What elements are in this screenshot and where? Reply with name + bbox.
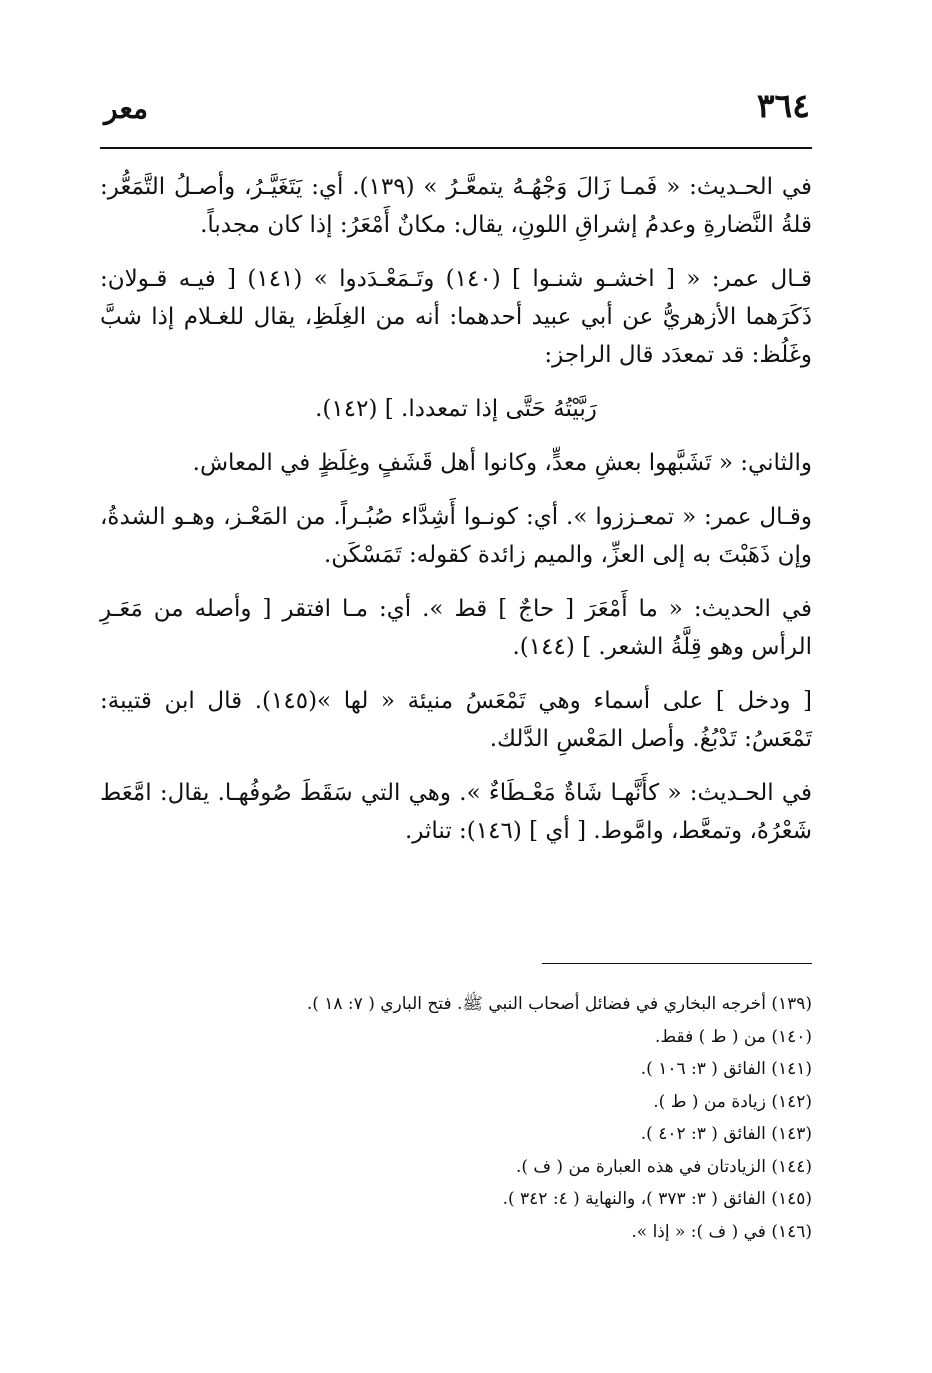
footnote: (١٣٩) أخرجه البخاري في فضائل أصحاب النبي ﷺ. فتح الباري ( ٧: ١٨ ). [306,994,812,1014]
paragraph: في الحديث: « ما أَمْعَرَ [ حاجٌ ] قط ». أي: مـا افتقر [ وأصله من مَعَـرِ الرأس وهو قِلَّةُ الشعر. ] (١٤٤). [100,596,812,660]
footnote-rule [542,963,812,964]
footnote: (١٤٢) زيادة من ( ط ). [653,1091,812,1112]
footnote: (١٤٠) من ( ط ) فقط. [655,1026,812,1047]
header-rule [100,147,812,149]
footnotes [100,988,812,1248]
body-text [100,168,812,866]
paragraph: قـال عمر: « [ اخشـو شنـوا ] (١٤٠) وتَـمَعْـدَدوا » (١٤١) [ فيـه قـولان: ذَكَرَهما الأزهريُّ عن أبي عبيد أحدهما: أنه من الغِلَظِ، يقال للغـلام إذا شبَّ وغَلُظ: قد تمعدَد قال الراجز: [100,266,812,368]
footnote: (١٤٦) في ( ف ): « إذا ». [631,1221,812,1242]
footnote: (١٤١) الفائق ( ٣: ١٠٦ ). [640,1059,812,1079]
book-page [100,0,812,1373]
paragraph: في الحـديث: « كأَنَّهـا شَاةٌ مَعْـطَاءٌ ». وهي التي سَقَطَ صُوفُهـا. يقال: امَّعَط شَعْرُهُ، وتمعَّط، وامَّوط. [ أي ] (١٤٦): تناثر. [100,780,812,844]
running-head: معر [104,92,148,125]
page-number: ٣٦٤ [756,86,810,125]
paragraph: وقـال عمر: « تمعـززوا ». أي: كونـوا أَشِدَّاء صُبُـراً. من المَعْـز، وهـو الشدةُ، وإن ذَهَبْتَ به إلى العزِّ، والميم زائدة كقوله: تَمَسْكَن. [100,504,812,568]
footnote: (١٤٤) الزيادتان في هذه العبارة من ( ف ). [515,1156,812,1177]
paragraph: والثاني: « تَشَبَّهوا بعشِ معدٍّ، وكانوا أهل قَشَفٍ وغِلَظٍ في المعاش. [192,450,812,476]
paragraph: [ ودخل ] على أسماء وهي تَمْعَسُ منيئة « لها »(١٤٥). قال ابن قتيبة: تَمْعَسُ: تَدْبُغُ. وأصل المَعْسِ الدَّلك. [100,688,812,752]
paragraph: في الحـديث: « فَمـا زَالَ وَجْهُـهُ يتمعَّـرُ » (١٣٩). أي: يَتَغَيَّـرُ، وأصـلُ التَّمَعُّر: قلةُ النَّضارةِ وعدمُ إشراقِ اللونِ، يقال: مكانٌ أَمْعَرُ: إذا كان مجدباً. [100,174,812,238]
page-header [100,86,812,136]
verse-line: رَبَّيْتُهُ حَتَّى إذا تمعددا. ] (١٤٢). [315,396,597,422]
footnote: (١٤٣) الفائق ( ٣: ٤٠٢ ). [640,1124,812,1144]
footnote: (١٤٥) الفائق ( ٣: ٣٧٣ )، والنهاية ( ٤: ٣٤٢ ). [502,1189,812,1209]
